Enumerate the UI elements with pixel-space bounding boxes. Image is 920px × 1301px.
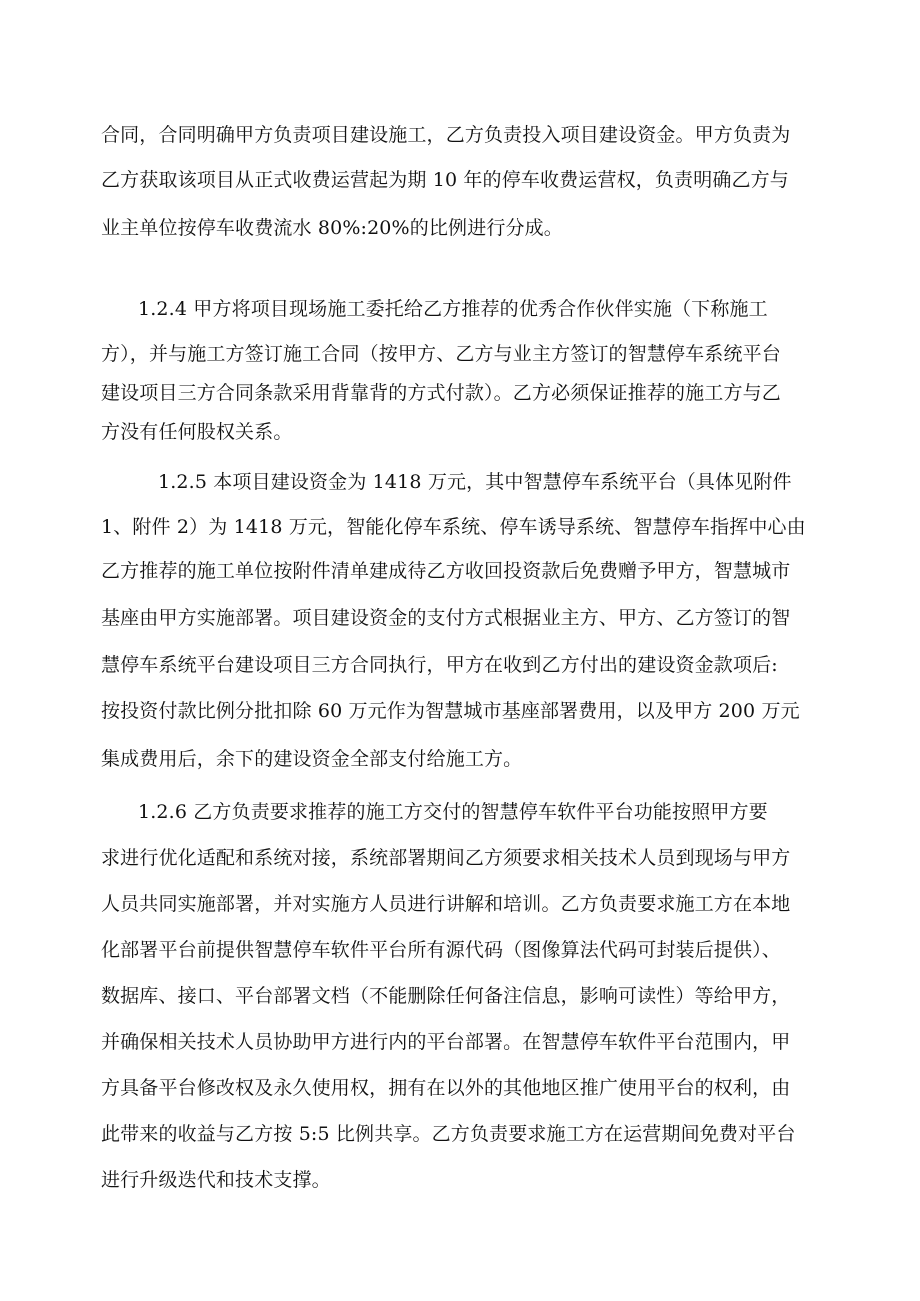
text-line: 求进行优化适配和系统对接，系统部署期间乙方须要求相关技术人员到现场与甲方 (101, 847, 791, 869)
text-line: 人员共同实施部署，并对实施方人员进行讲解和培训。乙方负责要求施工方在本地 (101, 893, 791, 915)
text-line: 建设项目三方合同条款采用背靠背的方式付款）。乙方必须保证推荐的施工方与乙 (101, 382, 781, 404)
text-line: 化部署平台前提供智慧停车软件平台所有源代码（图像算法代码可封装后提供）、 (101, 939, 781, 961)
paragraph-1-2-4-start: 1.2.4 甲方将项目现场施工委托给乙方推荐的优秀合作伙伴实施（下称施工 (138, 298, 768, 320)
text-line: 慧停车系统平台建设项目三方合同执行，甲方在收到乙方付出的建设资金款项后: (101, 654, 778, 676)
text-line: 方没有任何股权关系。 (101, 421, 293, 443)
text-line: 进行升级迭代和技术支撑。 (101, 1169, 331, 1191)
text-line: 1、附件 2）为 1418 万元，智能化停车系统、停车诱导系统、智慧停车指挥中心由 (101, 516, 806, 538)
text-line: 数据库、接口、平台部署文档（不能删除任何备注信息，影响可读性）等给甲方， (101, 985, 791, 1007)
text-line: 按投资付款比例分批扣除 60 万元作为智慧城市基座部署费用，以及甲方 200 万元 (101, 700, 800, 722)
text-line: 业主单位按停车收费流水 80%:20%的比例进行分成。 (101, 217, 563, 239)
text-line: 合同，合同明确甲方负责项目建设施工，乙方负责投入项目建设资金。甲方负责为 (101, 124, 791, 146)
text-line: 乙方获取该项目从正式收费运营起为期 10 年的停车收费运营权，负责明确乙方与 (101, 169, 789, 191)
text-line: 方具备平台修改权及永久使用权，拥有在以外的其他地区推广使用平台的权利，由 (101, 1077, 791, 1099)
text-line: 方），并与施工方签订施工合同（按甲方、乙方与业主方签订的智慧停车系统平台 (101, 343, 781, 365)
text-line: 乙方推荐的施工单位按附件清单建成待乙方收回投资款后免费赠予甲方，智慧城市 (101, 560, 791, 582)
text-line: 集成费用后，余下的建设资金全部支付给施工方。 (101, 748, 523, 770)
text-line: 基座由甲方实施部署。项目建设资金的支付方式根据业主方、甲方、乙方签订的智 (101, 607, 791, 629)
text-line: 此带来的收益与乙方按 5:5 比例共享。乙方负责要求施工方在运营期间免费对平台 (101, 1123, 796, 1145)
text-line: 并确保相关技术人员协助甲方进行内的平台部署。在智慧停车软件平台范围内，甲 (101, 1031, 791, 1053)
paragraph-1-2-6-start: 1.2.6 乙方负责要求推荐的施工方交付的智慧停车软件平台功能按照甲方要 (138, 801, 768, 823)
paragraph-1-2-5-start: 1.2.5 本项目建设资金为 1418 万元，其中智慧停车系统平台（具体见附件 (158, 471, 792, 493)
